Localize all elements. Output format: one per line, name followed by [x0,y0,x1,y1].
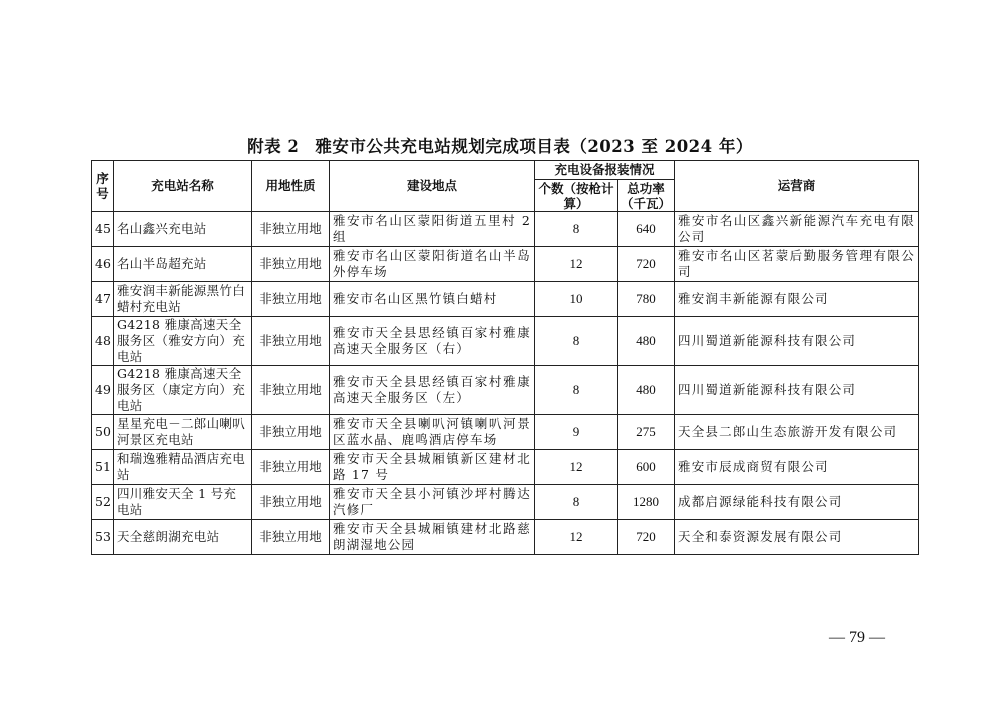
cell-addr: 雅安市天全县喇叭河镇喇叭河景区蓝水晶、鹿鸣酒店停车场 [330,415,535,450]
header-equip: 充电设备报装情况 [535,161,675,180]
cell-count: 10 [535,282,618,317]
cell-name: G4218 雅康高速天全服务区（雅安方向）充电站 [114,317,252,366]
header-addr: 建设地点 [330,161,535,212]
table-row [92,415,919,450]
appendix-label: 附表 2 [247,137,300,156]
header-no: 序号 [92,161,114,212]
header-power: 总功率（千瓦） [618,180,675,212]
cell-no: 50 [92,415,114,450]
table-row [92,212,919,247]
cell-no: 45 [92,212,114,247]
cell-operator: 四川蜀道新能源科技有限公司 [675,366,919,415]
cell-addr: 雅安市天全县城厢镇建材北路慈朗湖湿地公园 [330,520,535,555]
cell-power: 1280 [618,485,675,520]
cell-no: 51 [92,450,114,485]
cell-power: 275 [618,415,675,450]
cell-name: 四川雅安天全 1 号充电站 [114,485,252,520]
cell-power: 480 [618,317,675,366]
cell-addr: 雅安市天全县城厢镇新区建材北路 17 号 [330,450,535,485]
cell-no: 48 [92,317,114,366]
table-row [92,247,919,282]
cell-count: 12 [535,520,618,555]
charging-station-table [91,160,919,555]
cell-land: 非独立用地 [252,247,330,282]
cell-operator: 天全和泰资源发展有限公司 [675,520,919,555]
table-row [92,485,919,520]
cell-addr: 雅安市名山区蒙阳街道名山半岛外停车场 [330,247,535,282]
table-title [0,133,1000,157]
cell-land: 非独立用地 [252,485,330,520]
cell-count: 8 [535,317,618,366]
header-name: 充电站名称 [114,161,252,212]
cell-power: 640 [618,212,675,247]
cell-count: 8 [535,485,618,520]
cell-name: 和瑞逸雅精品酒店充电站 [114,450,252,485]
cell-operator: 成都启源绿能科技有限公司 [675,485,919,520]
header-count: 个数（按枪计算） [535,180,618,212]
cell-addr: 雅安市名山区黑竹镇白蜡村 [330,282,535,317]
table-row [92,450,919,485]
cell-count: 12 [535,247,618,282]
cell-count: 12 [535,450,618,485]
cell-no: 46 [92,247,114,282]
cell-count: 8 [535,366,618,415]
cell-land: 非独立用地 [252,317,330,366]
cell-no: 49 [92,366,114,415]
cell-count: 8 [535,212,618,247]
table-row [92,366,919,415]
cell-land: 非独立用地 [252,212,330,247]
cell-power: 720 [618,520,675,555]
cell-addr: 雅安市天全县小河镇沙坪村腾达汽修厂 [330,485,535,520]
cell-land: 非独立用地 [252,415,330,450]
cell-addr: 雅安市天全县思经镇百家村雅康高速天全服务区（右） [330,317,535,366]
header-land: 用地性质 [252,161,330,212]
cell-name: 天全慈朗湖充电站 [114,520,252,555]
cell-addr: 雅安市天全县思经镇百家村雅康高速天全服务区（左） [330,366,535,415]
cell-land: 非独立用地 [252,282,330,317]
cell-power: 600 [618,450,675,485]
cell-name: 雅安润丰新能源黑竹白蜡村充电站 [114,282,252,317]
cell-power: 720 [618,247,675,282]
cell-operator: 雅安市辰成商贸有限公司 [675,450,919,485]
table-row [92,520,919,555]
cell-name: 星星充电－二郎山喇叭河景区充电站 [114,415,252,450]
cell-name: 名山鑫兴充电站 [114,212,252,247]
cell-no: 47 [92,282,114,317]
cell-no: 53 [92,520,114,555]
cell-operator: 天全县二郎山生态旅游开发有限公司 [675,415,919,450]
cell-land: 非独立用地 [252,450,330,485]
table-row [92,317,919,366]
cell-no: 52 [92,485,114,520]
cell-operator: 四川蜀道新能源科技有限公司 [675,317,919,366]
cell-name: G4218 雅康高速天全服务区（康定方向）充电站 [114,366,252,415]
cell-land: 非独立用地 [252,366,330,415]
cell-count: 9 [535,415,618,450]
cell-power: 480 [618,366,675,415]
title-text: 雅安市公共充电站规划完成项目表（2023 至 2024 年） [315,137,753,156]
cell-addr: 雅安市名山区蒙阳街道五里村 2 组 [330,212,535,247]
cell-name: 名山半岛超充站 [114,247,252,282]
table-row [92,282,919,317]
page-number: — 79 — [829,629,885,646]
cell-operator: 雅安市名山区鑫兴新能源汽车充电有限公司 [675,212,919,247]
header-operator: 运营商 [675,161,919,212]
cell-power: 780 [618,282,675,317]
cell-operator: 雅安润丰新能源有限公司 [675,282,919,317]
cell-land: 非独立用地 [252,520,330,555]
cell-operator: 雅安市名山区茗蒙后勤服务管理有限公司 [675,247,919,282]
